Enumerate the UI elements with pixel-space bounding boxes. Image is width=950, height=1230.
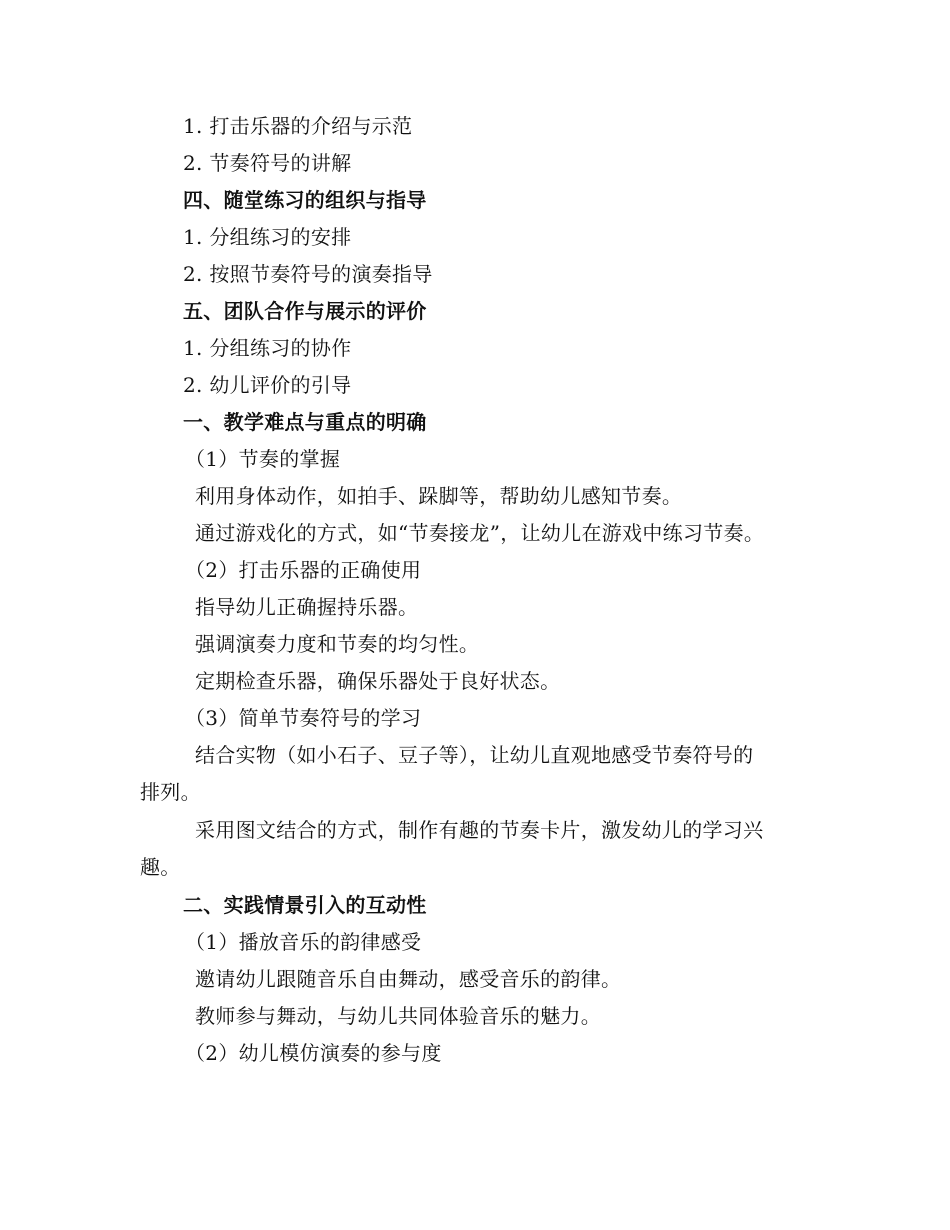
section-heading-five: 五、团队合作与展示的评价: [183, 299, 427, 323]
subheading-symbol-learning: （3）简单节奏符号的学习: [185, 706, 422, 730]
paragraph-game-method: 通过游戏化的方式，如“节奏接龙”，让幼儿在游戏中练习节奏。: [195, 521, 765, 545]
list-item-evaluation-guidance: 2. 幼儿评价的引导: [183, 373, 352, 397]
section-heading-one: 一、教学难点与重点的明确: [183, 410, 427, 434]
subheading-imitation-participation: （2）幼儿模仿演奏的参与度: [185, 1041, 442, 1065]
paragraph-grip-guidance: 指导幼儿正确握持乐器。: [195, 595, 419, 619]
subheading-music-rhythm: （1）播放音乐的韵律感受: [185, 930, 422, 954]
list-item-instrument-intro: 1. 打击乐器的介绍与示范: [183, 114, 413, 138]
list-item-group-arrangement: 1. 分组练习的安排: [183, 225, 352, 249]
paragraph-rhythm-cards: 采用图文结合的方式，制作有趣的节奏卡片，激发幼儿的学习兴: [195, 818, 764, 842]
paragraph-real-objects: 结合实物（如小石子、豆子等），让幼儿直观地感受节奏符号的: [195, 743, 754, 767]
paragraph-free-dance: 邀请幼儿跟随音乐自由舞动，感受音乐的韵律。: [195, 967, 622, 991]
paragraph-real-objects-continued: 排列。: [140, 780, 201, 804]
subheading-instrument-use: （2）打击乐器的正确使用: [185, 558, 422, 582]
paragraph-force-evenness: 强调演奏力度和节奏的均匀性。: [195, 632, 480, 656]
paragraph-teacher-dance: 教师参与舞动，与幼儿共同体验音乐的魅力。: [195, 1004, 601, 1028]
list-item-performance-guidance: 2. 按照节奏符号的演奏指导: [183, 262, 433, 286]
paragraph-instrument-check: 定期检查乐器，确保乐器处于良好状态。: [195, 669, 561, 693]
paragraph-rhythm-cards-continued: 趣。: [140, 855, 181, 879]
list-item-group-collaboration: 1. 分组练习的协作: [183, 336, 352, 360]
paragraph-body-movement: 利用身体动作，如拍手、跺脚等，帮助幼儿感知节奏。: [195, 484, 683, 508]
list-item-rhythm-symbols: 2. 节奏符号的讲解: [183, 151, 352, 175]
subheading-rhythm-mastery: （1）节奏的掌握: [185, 447, 341, 471]
section-heading-four: 四、随堂练习的组织与指导: [183, 188, 427, 212]
section-heading-two: 二、实践情景引入的互动性: [183, 893, 427, 917]
